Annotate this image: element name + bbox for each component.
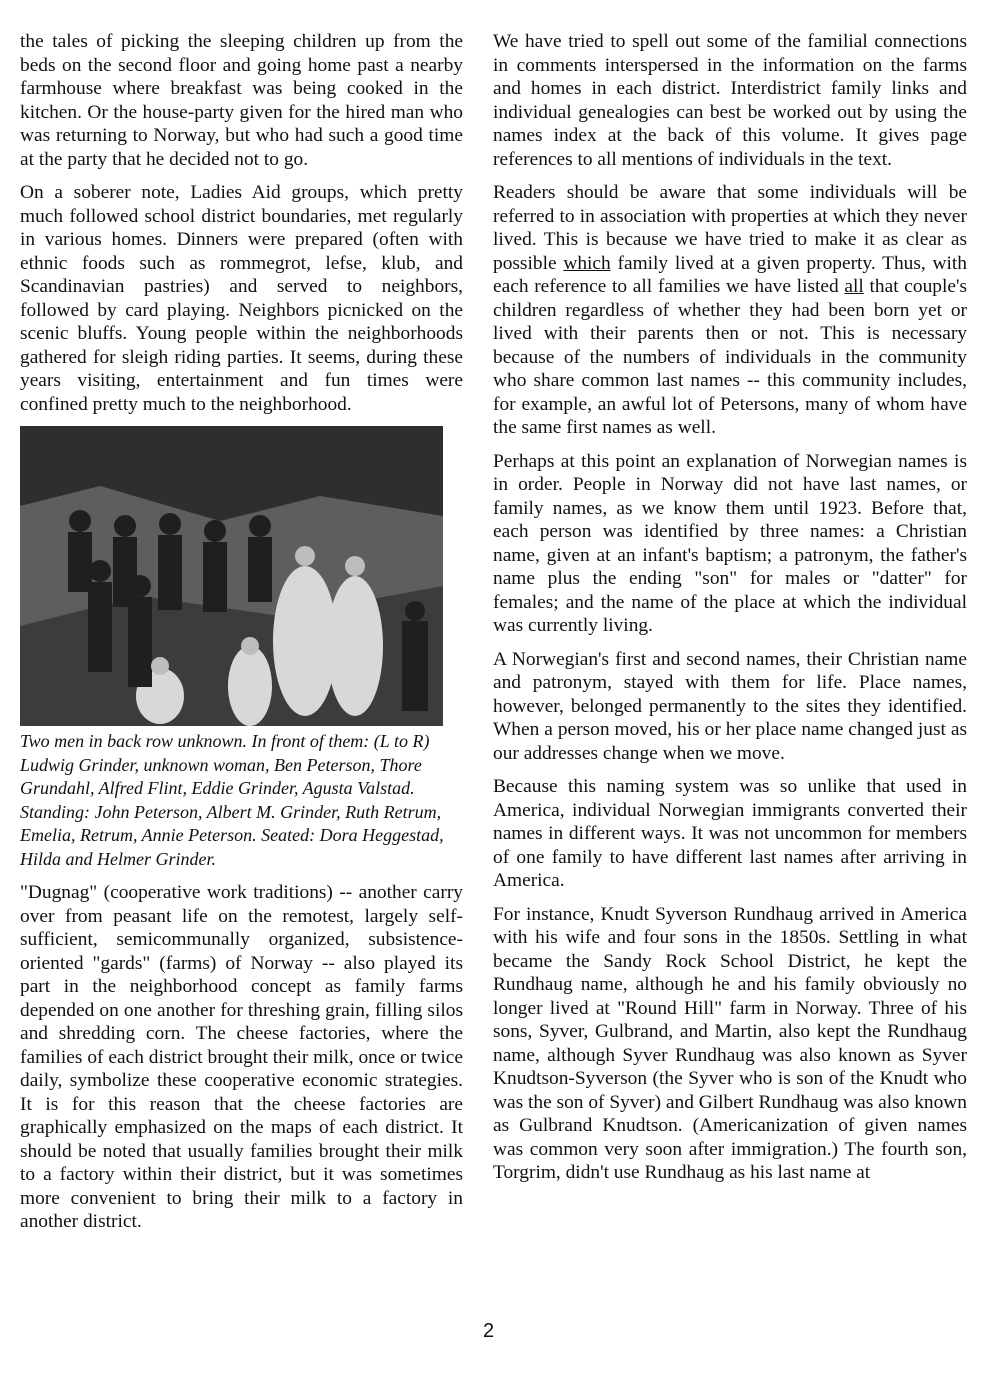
photo-caption: Two men in back row unknown. In front of them: (L to R) Ludwig Grinder, unknown woman, Ben Peterson, Thore Grundahl, Alfred Flint, Eddie Grinder, Agusta Valstad. Standing: John Peterson, Albert M. Grinder, Ruth Retrum, Emelia, Retrum, Annie Peterson. Seated: Dora Heggestad, Hilda and Helmer Grinder.	[20, 731, 444, 869]
paragraph	[493, 181, 967, 440]
group-photo	[20, 426, 443, 726]
text-run: Readers should be aware that some individuals will be referred to in association with properties at which they never lived. This is because we have tried to make it as clear as possible	[493, 182, 967, 274]
paragraph: We have tried to spell out some of the familial connections in comments interspersed in the information on the farms and homes in each district. Interdistrict family links and individual genealogies can best be worked out by using the names index at the back of this volume. It gives page references to all mentions of individuals in the text.	[493, 31, 967, 170]
paragraph: the tales of picking the sleeping children up from the beds on the second floor and going home past a nearby farmhouse where breakfast was being cooked in the kitchen. Or the house-party given for the hired man who was returning to Norway, but who had such a good time at the party that he decided not to go.	[20, 31, 463, 170]
left-column	[20, 30, 463, 1244]
paragraph: A Norwegian's first and second names, their Christian name and patronym, stayed with them for life. Place names, however, belonged permanently to the sites they identified. When a person moved, his or her place name changed just as our addresses change when we move.	[493, 648, 967, 764]
paragraph: "Dugnag" (cooperative work traditions) -- another carry over from peasant life on the remotest, largely self-sufficient, semicommunally organized, subsistence-oriented "gards" (farms) of Norway -- also played its part in the neighborhood concept as family farms depended on one another for threshing grain, filling silos and shredding corn. The cheese factories, where the families of each district brought their milk, once or twice daily, symbolize these cooperative economic strategies. It is for this reason that the cheese factories are graphically emphasized on the maps of each district. It should be noted that usually families brought their milk to a factory within their district, but it was sometimes more convenient to bring their milk to a factory in another district.	[20, 882, 463, 1232]
paragraph: Perhaps at this point an explanation of Norwegian names is in order. People in Norway did not have last names, or family names, as we know them until 1923. Before that, each person was identified by three names: a Christian name, given at an infant's baptism; a patronym, the father's name plus the ending "son" for males or "datter" for females; and the name of the place at which the individual was currently living.	[493, 450, 967, 636]
text-run: family lived at a given property. Thus, with each reference to all families we have listed	[493, 252, 967, 297]
underlined-word: which	[563, 252, 611, 274]
right-column	[493, 30, 967, 1195]
paragraph: For instance, Knudt Syverson Rundhaug arrived in America with his wife and four sons in the 1850s. Settling in what became the Sandy Rock School District, he kept the Rundhaug name, although he and his family obviously no longer lived at "Round Hill" farm in Norway. Three of his sons, Syver, Gulbrand, and Martin, also kept the Rundhaug name, although Syver Rundhaug was also known as Syver Knudtson-Syverson (the Syver who is son of the Knudt who was the son of Syver) and Gilbert Rundhaug was also known as Gulbrand Knudtson. (Americanization of given names was common very soon after immigration.) The fourth son, Torgrim, didn't use Rundhaug as his last name at	[493, 903, 967, 1183]
text-run: that couple's children regardless of whether they had been born yet or lived with their parents then or not. This is necessary because of the numbers of individuals in the community who share common last names -- this community includes, for example, an awful lot of Petersons, many of whom have the same first names as well.	[493, 276, 968, 438]
page-number: 2	[483, 1320, 495, 1342]
paragraph: Because this naming system was so unlike that used in America, individual Norwegian immigrants converted their names in different ways. It was not uncommon for members of one family to have different last names after arriving in America.	[493, 776, 967, 891]
underlined-word: all	[844, 276, 864, 297]
paragraph: On a soberer note, Ladies Aid groups, which pretty much followed school district boundaries, met regularly in various homes. Dinners were prepared (often with ethnic foods such as rommegrot, lefse, klub, and Scandinavian pastries) and served to neighbors, followed by card playing. Neighbors picnicked on the scenic bluffs. Young people within the neighborhoods gathered for sleigh riding parties. It seems, during these years visiting, entertainment and fun times were confined pretty much to the neighborhood.	[20, 182, 463, 415]
